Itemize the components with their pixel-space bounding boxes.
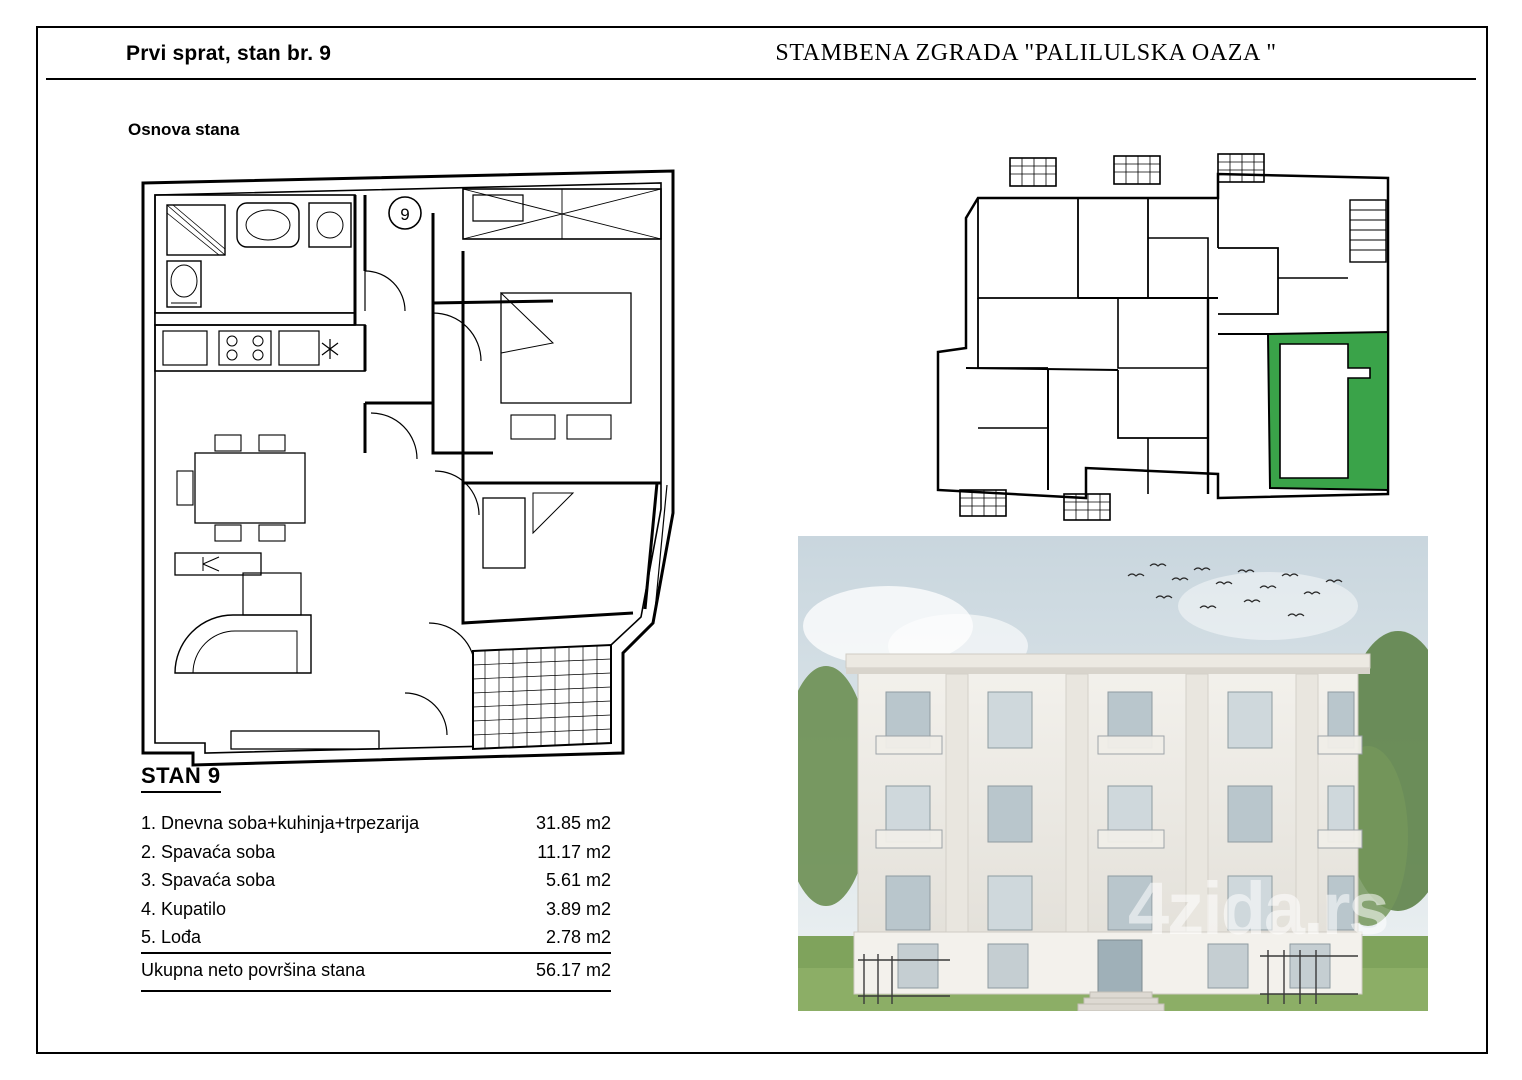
page-title-right: STAMBENA ZGRADA "PALILULSKA OAZA " xyxy=(775,40,1277,66)
table-row xyxy=(141,923,611,953)
table-row xyxy=(141,838,611,867)
total-label: Ukupna neto površina stana xyxy=(141,953,501,985)
legend-bottom-rule xyxy=(141,990,611,992)
drawing-sheet xyxy=(36,26,1488,1054)
legend-title: STAN 9 xyxy=(141,763,221,793)
page-title-left: Prvi sprat, stan br. 9 xyxy=(126,42,332,65)
floor-plan-svg xyxy=(133,153,693,773)
key-plan-svg xyxy=(918,138,1418,538)
unit-number-label: 9 xyxy=(400,205,410,224)
building-render xyxy=(798,536,1428,1011)
watermark-label: 4zida.rs xyxy=(1128,867,1388,950)
room-label: 3. Spavaća soba xyxy=(141,870,276,890)
floor-plan-drawing xyxy=(133,153,693,773)
room-area: 31.85 m2 xyxy=(535,813,611,833)
room-area: 5.61 m2 xyxy=(545,870,611,890)
room-area: 2.78 m2 xyxy=(545,927,611,947)
building-render-svg xyxy=(798,536,1428,1011)
title-bar xyxy=(46,36,1476,80)
key-plan xyxy=(918,138,1418,538)
room-area: 11.17 m2 xyxy=(537,841,611,862)
room-label: 4. Kupatilo xyxy=(141,898,227,919)
apartment-legend xyxy=(141,763,621,992)
room-label: 5. Lođa xyxy=(141,927,202,947)
room-label: 2. Spavaća soba xyxy=(141,841,276,862)
total-area: 56.17 m2 xyxy=(501,953,611,985)
table-row xyxy=(141,809,611,838)
table-row-total xyxy=(141,953,611,985)
room-label: 1. Dnevna soba+kuhinja+trpezarija xyxy=(141,813,420,833)
section-subtitle: Osnova stana xyxy=(128,120,240,139)
room-area: 3.89 m2 xyxy=(545,898,611,919)
area-table xyxy=(141,809,611,984)
table-row xyxy=(141,866,611,895)
table-row xyxy=(141,895,611,924)
